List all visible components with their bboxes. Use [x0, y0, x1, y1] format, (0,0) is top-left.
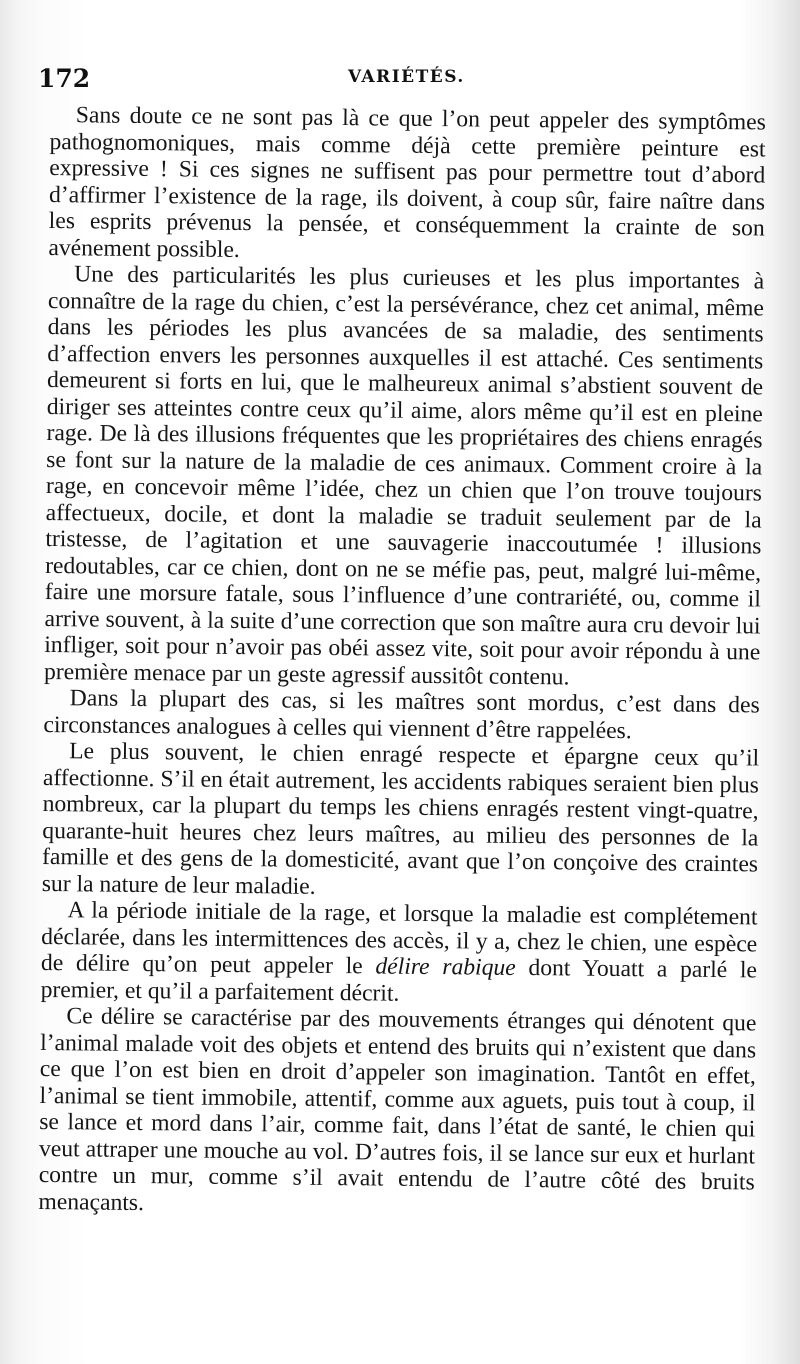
paragraph-3 [43, 685, 760, 745]
paragraph-5-emphasis: délire rabique [375, 953, 516, 981]
paragraph-2 [44, 261, 764, 692]
paragraph-2-text: Une des particularités les plus curieuses et les plus importantes à connaître de la rage du chien, c’est la persévérance, chez cet animal, même dans les périodes les plus avancées de sa maladie, des sentiments d’affection envers les personnes auxquelles il est attaché. Ces sentiments demeurent si forts en lui, que le malheureux animal s’abstient souvent de diriger ses atteintes contre ceux qu’il aime, alors même qu’il est en pleine rage. De là des illusions fréquentes que les propriétaires des chiens enragés se font sur la nature de la maladie de ces animaux. Comment croire à la rage, en concevoir même l’idée, chez un chien que l’on trouve toujours affectueux, docile, et dont la maladie se traduit seulement par de la tristesse, de l’agitation et une sauvagerie inaccoutumée ! illusions redoutables, car ce chien, dont on ne se méfie pas, peut, malgré lui-même, faire une morsure fatale, sous l’influence d’une contrariété, ou, comme il arrive souvent, à la suite d’une correction que son maître aura cru devoir lui infliger, soit pour n’avoir pas obéi assez vite, soit pour avoir répondu à une première menace par un geste agressif aussitôt contenu. [43, 261, 765, 690]
paragraph-5-text-before: A la période initiale de la rage, et lorsque la maladie est complétement déclarée, dans les intermittences des accès, il y a, chez le chien, une espèce de délire qu’on peut appeler le [40, 897, 758, 980]
paragraph-4-text: Le plus souvent, le chien enragé respecte et épargne ceux qu’il affectionne. S’il en était autrement, les accidents rabiques seraient bien plus nombreux, car la plupart du temps les chiens enragés restent vingt-quatre, quarante-huit heures chez leurs maîtres, au milieu des personnes de la famille et des gens de la domesticité, avant que l’on conçoive des craintes sur la nature de leur maladie. [41, 738, 760, 900]
paragraph-5 [41, 897, 758, 1010]
paragraph-6-text: Ce délire se caractérise par des mouvements étranges qui dénotent que l’animal malade voit des objets et entend des bruits qui n’existent que dans ce que l’on est bien en droit d’appeler son imagination. Tantôt en effet, l’animal se tient immobile, attentif, comme aux aguets, puis tout à coup, il se lance et mord dans l’air, comme fait, dans l’état de santé, le chien qui veut attraper une mouche au vol. D’autres fois, il se lance sur eux et hurlant contre un mur, comme s’il avait entendu de l’autre côté des bruits menaçants. [38, 1003, 757, 1216]
body-text [38, 102, 766, 1222]
paragraph-4 [42, 738, 760, 904]
paragraph-5-text-after: dont Youatt a parlé le premier, et qu’il a parfaitement décrit. [40, 954, 758, 1007]
running-head: VARIÉTÉS. [348, 67, 465, 87]
paragraph-1-text: Sans doute ce ne sont pas là ce que l’on peut appeler des symptômes pathognomoniques, mais comme déjà cette première peinture est expressive ! Si ces signes ne suffisent pas pour permettre tout d’abord d’affirmer l’existence de la rage, ils doivent, à coup sûr, faire naître dans les esprits prévenus la pensée, et conséquemment la crainte de son avénement possible. [48, 102, 766, 263]
page-header [38, 64, 758, 94]
page-number: 172 [38, 64, 91, 93]
paragraph-6 [38, 1003, 756, 1222]
paragraph-3-text: Dans la plupart des cas, si les maîtres sont mordus, c’est dans des circonstances analogues à celles qui viennent d’être rappelées. [43, 685, 760, 744]
paragraph-1 [48, 102, 766, 268]
